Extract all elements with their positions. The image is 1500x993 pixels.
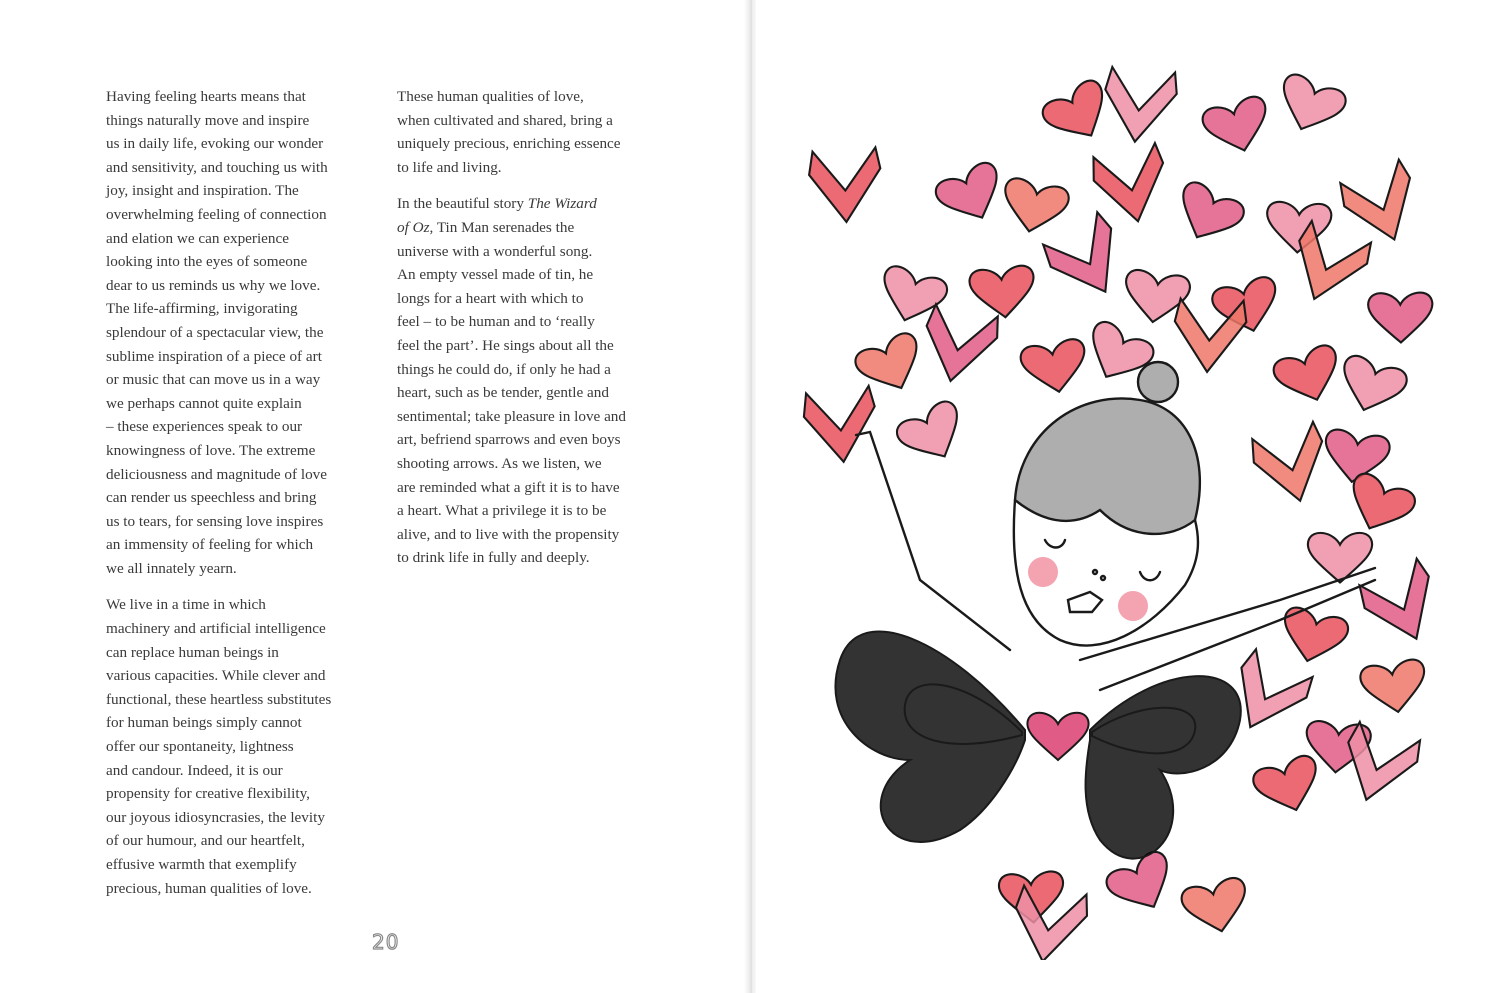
text-line: an immensity of feeling for which	[106, 536, 314, 554]
book-title-italic: The Wizard	[527, 195, 597, 213]
right-eye-closed	[1140, 572, 1160, 580]
text-line: sublime inspiration of a piece of art	[106, 347, 322, 365]
right-cheek	[1118, 591, 1148, 621]
text-line: things naturally move and inspire	[106, 111, 310, 129]
paragraph	[397, 85, 659, 179]
heart-shape	[968, 265, 1037, 321]
text-line: joy, insight and inspiration. The	[106, 182, 299, 200]
text-line: machinery and artificial intelligence	[106, 620, 326, 638]
mouth	[1068, 592, 1102, 612]
text-line: of Oz, Tin Man serenades the	[397, 218, 575, 236]
heart-shape	[1171, 296, 1247, 374]
heart-shape	[1308, 533, 1372, 583]
text-column-left	[106, 85, 368, 900]
heart-shape	[1099, 64, 1179, 146]
heart-shape	[1103, 848, 1183, 921]
text-line: feel – to be human and to ‘really	[397, 313, 595, 331]
text-line: These human qualities of love,	[397, 88, 584, 105]
text-line: precious, human qualities of love.	[106, 879, 312, 897]
text-line: effusive warmth that exemplify	[106, 856, 297, 873]
heart-shape	[1168, 179, 1248, 252]
text-line: when cultivated and shared, bring a	[397, 111, 613, 129]
text-line: shooting arrows. As we listen, we	[397, 454, 602, 472]
text-line: are reminded what a gift it is to have	[397, 478, 620, 496]
text-line: for human beings simply cannot	[106, 714, 302, 732]
text-line: offer our spontaneity, lightness	[106, 738, 294, 756]
heart-shape	[1039, 210, 1137, 309]
text-line: we all innately yearn.	[106, 559, 237, 577]
text-line: propensity for creative flexibility,	[106, 785, 310, 803]
heart-shape	[932, 159, 1011, 231]
heart-shape	[1248, 421, 1335, 510]
page-number: 20	[372, 930, 400, 954]
heart-shape	[1250, 753, 1326, 820]
text-line: sentimental; take pleasure in love and	[397, 407, 626, 425]
text-line: We live in a time in which	[106, 596, 266, 614]
heart-shape	[1019, 337, 1091, 397]
text-line: Having feeling hearts means that	[106, 88, 306, 105]
heart-shape	[808, 147, 882, 223]
heart-shape	[893, 397, 973, 471]
watercolour-hearts-girl-illustration	[800, 40, 1470, 960]
heart-shape	[1200, 94, 1275, 159]
text-line: functional, these heartless substitutes	[106, 690, 332, 708]
heart-shape	[1359, 658, 1430, 717]
text-line: can render us speechless and bring	[106, 489, 317, 507]
text-line: The life-affirming, invigorating	[106, 300, 298, 318]
text-line: splendour of a spectacular view, the	[106, 323, 324, 341]
heart-shape	[802, 386, 880, 465]
central-heart	[1027, 713, 1088, 760]
text-line: knowingness of love. The extreme	[106, 441, 316, 459]
text-line: a heart. What a privilege it is to be	[397, 502, 607, 520]
paragraph	[397, 192, 659, 570]
text-line: and elation we can experience	[106, 229, 289, 247]
left-cheek	[1028, 557, 1058, 587]
left-page	[0, 0, 748, 993]
text-line: overwhelming feeling of connection	[106, 205, 327, 223]
text-line: us to tears, for sensing love inspires	[106, 512, 324, 530]
hair	[1015, 398, 1200, 533]
book-title-italic: of Oz	[397, 218, 430, 236]
heart-shape	[1089, 142, 1173, 228]
nose	[1093, 570, 1097, 574]
heart-shape	[1265, 201, 1332, 254]
text-line: we perhaps cannot quite explain	[106, 394, 302, 412]
text-line: art, befriend sparrows and even boys	[397, 431, 621, 449]
text-line: to life and living.	[397, 158, 502, 176]
text-line: longs for a heart with which to	[397, 289, 584, 307]
text-column-right	[397, 85, 659, 570]
heart-shape	[998, 176, 1071, 238]
text-line: heart, such as be tender, gentle and	[397, 384, 609, 402]
text-line: and sensitivity, and touching us with	[106, 158, 328, 176]
text-line: feel the part’. He sings about all the	[397, 336, 614, 354]
nose-dot	[1101, 576, 1105, 580]
heart-shape	[1271, 71, 1349, 140]
text-line: dear to us reminds us why we love.	[106, 276, 321, 294]
left-eye-closed	[1045, 540, 1065, 548]
paragraph	[106, 85, 368, 580]
raised-arm	[856, 432, 1010, 650]
text-line: – these experiences speak to our	[106, 418, 303, 436]
text-line: deliciousness and magnitude of love	[106, 465, 328, 483]
heart-shape	[916, 301, 1002, 389]
text-line: things he could do, if only he had a	[397, 360, 611, 378]
text-line: universe with a wonderful song.	[397, 242, 593, 260]
right-wing	[1086, 676, 1241, 858]
text-line: uniquely precious, enriching essence	[397, 135, 621, 153]
text-line: or music that can move us in a way	[106, 371, 321, 389]
text-line: of our humour, and our heartfelt,	[106, 832, 305, 850]
text-line: looking into the eyes of someone	[106, 253, 308, 271]
text-line: us in daily life, evoking our wonder	[106, 135, 324, 153]
text-line: alive, and to live with the propensity	[397, 525, 620, 543]
paragraph	[106, 593, 368, 900]
text-line: and candour. Indeed, it is our	[106, 761, 283, 779]
heart-shape	[1276, 605, 1350, 669]
heart-shape	[1368, 292, 1433, 343]
text-line: to drink life in fully and deeply.	[397, 549, 590, 567]
heart-shape	[1355, 557, 1449, 653]
text-line: In the beautiful story The Wizard	[397, 195, 597, 213]
text-line: can replace human beings in	[106, 643, 279, 661]
text-line: various capacities. While clever and	[106, 667, 326, 685]
left-wing	[835, 631, 1025, 841]
hair-bun	[1138, 362, 1178, 402]
text-line: An empty vessel made of tin, he	[397, 266, 594, 284]
heart-shape	[852, 330, 931, 401]
heart-shape	[1271, 342, 1348, 410]
heart-shape	[1179, 876, 1253, 939]
text-line: our joyous idiosyncrasies, the levity	[106, 808, 325, 826]
heart-shape	[1333, 353, 1409, 420]
butterfly-wings	[835, 631, 1240, 858]
heart-shape	[1336, 158, 1428, 251]
